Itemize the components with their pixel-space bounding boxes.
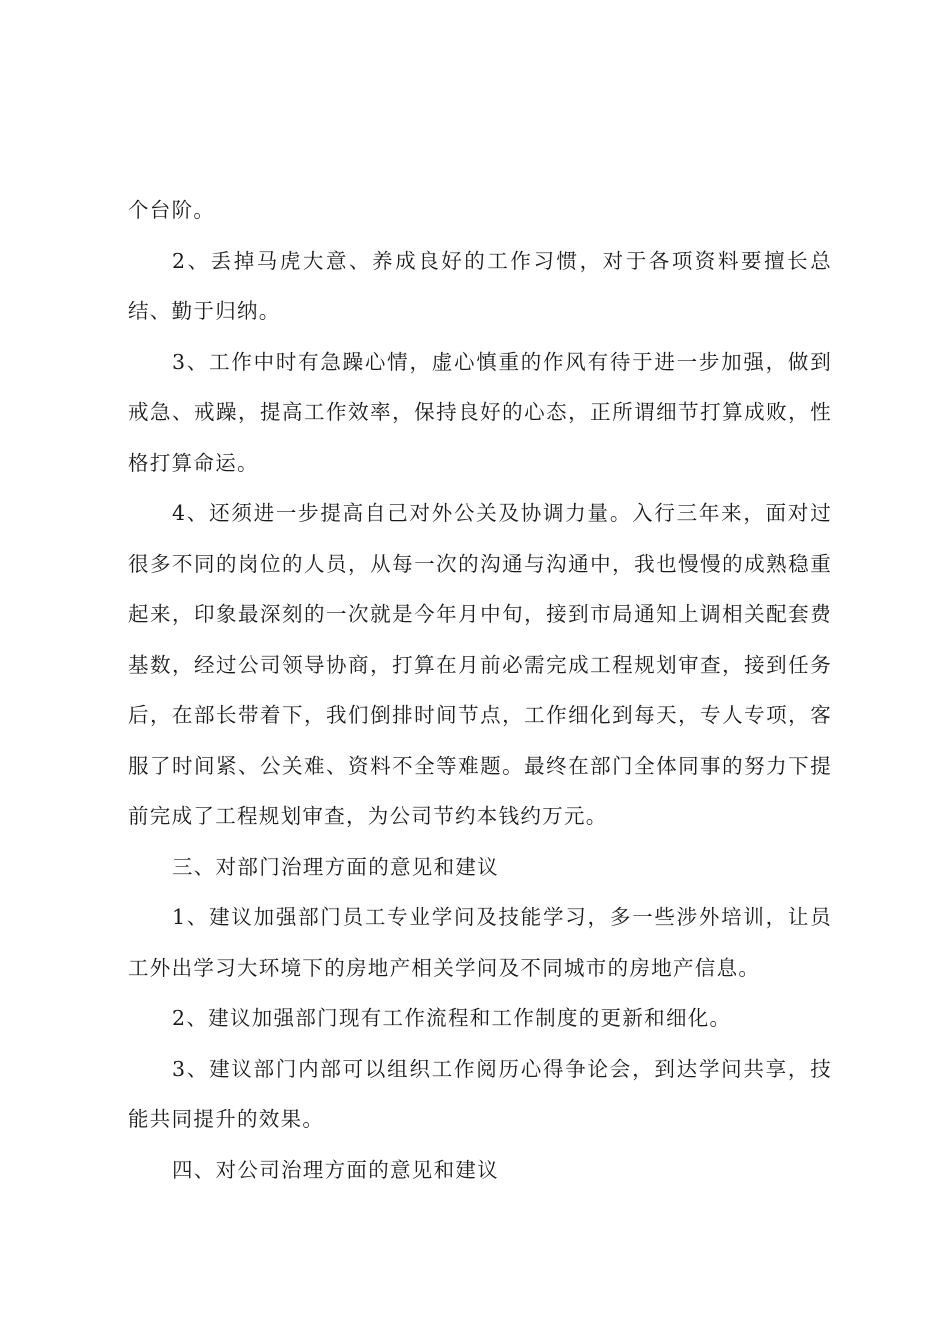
section-heading-department-suggestions: 三、对部门治理方面的意见和建议 bbox=[172, 854, 499, 879]
suggestion-item-3: 3、建议部门内部可以组织工作阅历心得争论会，到达学问共享，技能共同提升的效果。 bbox=[128, 1056, 832, 1131]
section-heading-company-suggestions: 四、对公司治理方面的意见和建议 bbox=[172, 1157, 499, 1182]
paragraph-item-2: 2、丢掉马虎大意、养成良好的工作习惯，对于各项资料要擅长总结、勤于归纳。 bbox=[128, 248, 832, 323]
document-body bbox=[128, 185, 832, 1195]
suggestion-item-2: 2、建议加强部门现有工作流程和工作制度的更新和细化。 bbox=[172, 1006, 732, 1030]
paragraph-item-3: 3、工作中时有急躁心情，虚心慎重的作风有待于进一步加强，做到戒急、戒躁，提高工作效率，保持良好的心态，正所谓细节打算成败，性格打算命运。 bbox=[128, 349, 832, 475]
paragraph-item-4: 4、还须进一步提高自己对外公关及协调力量。入行三年来，面对过很多不同的岗位的人员，从每一次的沟通与沟通中，我也慢慢的成熟稳重起来，印象最深刻的一次就是今年月中旬，接到市局通知上调相关配套费基数，经过公司领导协商，打算在月前必需完成工程规划审查，接到任务后，在部长带着下，我们倒排时间节点，工作细化到每天，专人专项，客服了时间紧、公关难、资料不全等难题。最终在部门全体同事的努力下提前完成了工程规划审查，为公司节约本钱约万元。 bbox=[128, 501, 832, 828]
suggestion-item-1: 1、建议加强部门员工专业学问及技能学习，多一些涉外培训，让员工外出学习大环境下的房地产相关学问及不同城市的房地产信息。 bbox=[128, 905, 832, 980]
paragraph-continuation: 个台阶。 bbox=[128, 198, 216, 222]
